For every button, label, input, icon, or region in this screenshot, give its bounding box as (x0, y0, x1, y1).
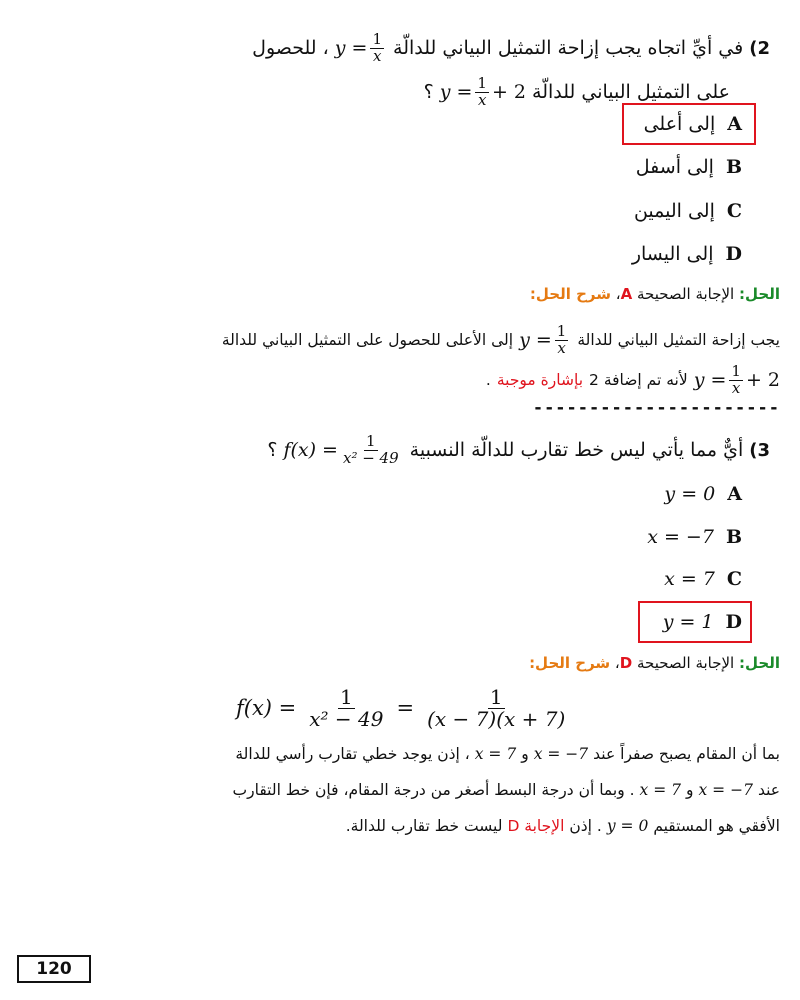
q2-solution-header: الحل: الإجابة الصحيحة A، شرح الحل: (529, 285, 780, 303)
q3-p3-red: الإجابة D (507, 817, 565, 835)
q3-option-a-text: y = 0 (664, 483, 716, 505)
q3-line1-end: ؟ (267, 439, 278, 461)
q3-option-b[interactable] (647, 521, 742, 553)
q3-p2-m2: x = 7 (639, 781, 681, 799)
q3-line1 (267, 428, 770, 472)
q2-para1-eq: y = (519, 329, 552, 351)
q3-equation (236, 680, 570, 736)
q2-option-c-text: إلى اليمين (633, 200, 715, 222)
q2-correct-prefix: الإجابة الصحيحة (637, 285, 735, 303)
q2-line1-end: ، للحصول (252, 37, 329, 59)
q3-option-c-letter: C (726, 568, 742, 590)
q3-eq-frac2 (425, 684, 567, 731)
q3-correct-letter: D (619, 654, 633, 672)
q2-para2-frac-den: x (731, 378, 741, 397)
q3-f-lhs: f(x) = (283, 439, 338, 461)
q2-line1-frac-num: 1 (372, 29, 383, 48)
q2-option-a-letter: A (727, 113, 742, 135)
q3-explain-label: شرح الحل: (529, 654, 611, 672)
q2-option-b-text: إلى أسفل (635, 156, 714, 178)
q3-eq-num1: 1 (340, 684, 353, 709)
q3-option-c[interactable] (664, 563, 742, 595)
q3-p2: عند (757, 781, 780, 799)
q2-para2-rhs: + 2 (745, 369, 780, 391)
q2-line1-frac-den: x (373, 46, 382, 65)
section-divider: ---------------------- (532, 398, 780, 418)
q3-para-line1 (20, 736, 780, 772)
q2-line2-end: ؟ (423, 81, 434, 103)
q3-option-d-text: y = 1 (662, 611, 714, 633)
q2-option-b[interactable] (636, 151, 742, 183)
q2-line1-eq: y = (334, 37, 368, 59)
q3-eq-lhs: f(x) = (236, 696, 297, 720)
q3-p1-m1: x = −7 (533, 745, 589, 763)
q2-para-line2 (20, 362, 780, 398)
q2-para1-a: يجب إزاحة التمثيل البياني للدالة (577, 331, 780, 349)
q3-eq-den2: (x − 7)(x + 7) (427, 706, 566, 731)
q3-option-b-text: x = −7 (647, 526, 714, 548)
q3-p3-end: ليست خط تقارب للدالة. (345, 817, 503, 835)
q2-solution-label: الحل: (739, 285, 780, 303)
page-number: 120 (17, 955, 91, 983)
q3-eq-den1: x² − 49 (309, 706, 384, 731)
q3-p1-end: ، إذن يوجد خطي تقارب رأسي للدالة (235, 745, 470, 763)
q3-option-a-letter: A (727, 483, 742, 505)
q3-option-b-letter: B (725, 526, 742, 548)
q2-para2-frac-num: 1 (731, 361, 741, 380)
q3-correct-answer-box (638, 601, 752, 643)
q2-line2-rhs: + 2 (491, 81, 527, 103)
q2-correct-answer-box (622, 103, 756, 145)
q2-line2-math (439, 73, 527, 109)
q3-p2-m1: x = −7 (698, 781, 753, 799)
q2-line1-text: في أيِّ اتجاه يجب إزاحة التمثيل البياني للدالّة (393, 37, 744, 59)
q2-line2-lhs: y = (439, 81, 473, 103)
q2-line2-frac (475, 73, 489, 109)
q2-line2-frac-num: 1 (477, 73, 487, 92)
q2-option-d-text: إلى اليسار (631, 243, 714, 265)
q3-p1-and: و (521, 745, 529, 763)
q2-line2-frac-den: x (477, 90, 487, 109)
q3-solution-label: الحل: (739, 654, 780, 672)
q2-correct-letter: A (620, 285, 633, 303)
q3-p2-end: . وبما أن درجة البسط أصغر من درجة المقام، فإن خط التقارب (232, 781, 635, 799)
q2-para2-red: بإشارة موجبة (496, 371, 584, 389)
q3-option-c-text: x = 7 (664, 568, 715, 590)
q2-option-b-letter: B (725, 156, 742, 178)
q3-solution-header: الحل: الإجابة الصحيحة D، شرح الحل: (529, 654, 780, 672)
q3-option-a[interactable] (664, 478, 742, 510)
q2-para2-end: . (485, 371, 491, 389)
q2-explain-label: شرح الحل: (529, 285, 611, 303)
q3-option-d-letter: D (725, 611, 742, 633)
q2-para1-b: إلى الأعلى للحصول على التمثيل البياني للدالة (221, 331, 514, 349)
q2-para2-frac (729, 361, 743, 397)
q2-option-c-letter: C (726, 200, 742, 222)
q2-para1-frac-num: 1 (556, 321, 567, 340)
q2-line1-math (334, 29, 387, 65)
q3-line1-math (283, 431, 403, 467)
q2-option-d[interactable] (632, 238, 742, 270)
q2-option-a-text: إلى أعلى (643, 113, 716, 135)
q2-option-d-letter: D (725, 243, 742, 265)
q2-option-c[interactable] (634, 195, 742, 227)
q3-f-den: x² − 49 (342, 448, 399, 467)
q3-number: 3) (749, 439, 770, 461)
q2-number: 2) (749, 37, 770, 59)
q2-para2-math (694, 362, 780, 398)
q2-para1-frac-den: x (557, 338, 566, 357)
q3-f-frac (341, 431, 401, 467)
q3-eq-frac1 (307, 684, 385, 731)
q3-f-num: 1 (366, 431, 376, 450)
q3-p3-m: y = 0 (606, 817, 649, 835)
q3-p3: الأفقي هو المستقيم (653, 817, 780, 835)
q3-p1-m2: x = 7 (474, 745, 517, 763)
q2-line1-frac (370, 29, 384, 65)
q3-para-line2 (20, 772, 780, 808)
q3-p3-mid: . إذن (569, 817, 602, 835)
q2-para1-math (519, 322, 571, 358)
q3-p1: بما أن المقام يصبح صفراً عند (593, 745, 780, 763)
q3-line1-text: أيٌّ مما يأتي ليس خط تقارب للدالّة النسبية (409, 439, 744, 461)
q2-para2-lhs: y = (693, 369, 727, 391)
q3-eq-num2: 1 (489, 684, 503, 709)
q3-correct-prefix: الإجابة الصحيحة (637, 654, 735, 672)
q2-line1 (252, 28, 770, 68)
q2-para1-frac (555, 321, 569, 357)
q2-para-line1 (20, 322, 780, 358)
q3-p2-and: و (686, 781, 694, 799)
q3-para-line3 (20, 808, 780, 844)
q3-eq-equals: = (396, 696, 415, 720)
q2-para2-a: لأنه تم إضافة 2 (589, 371, 688, 389)
q2-line2-text: على التمثيل البياني للدالّة (532, 81, 730, 103)
